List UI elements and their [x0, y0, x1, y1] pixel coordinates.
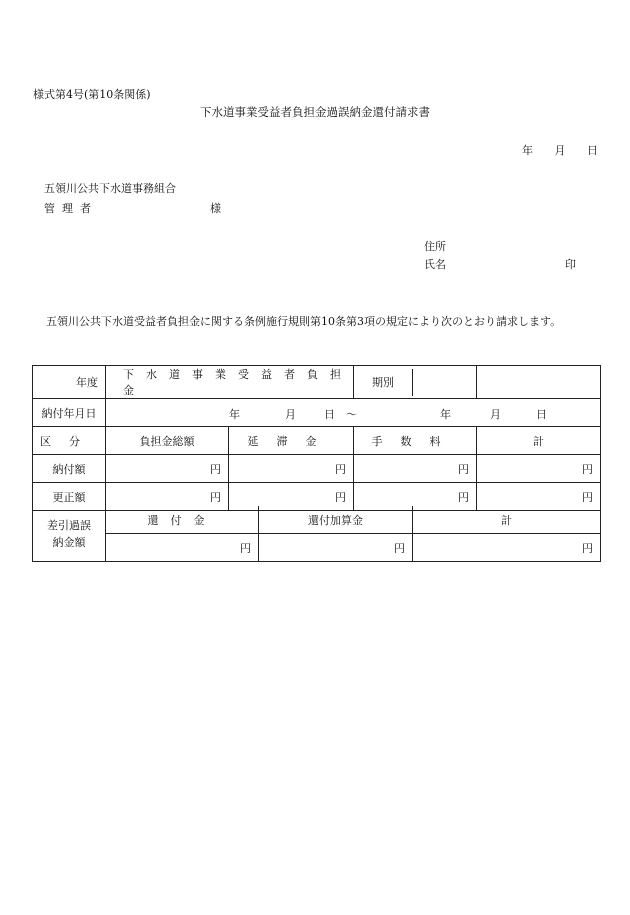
refund-table [32, 506, 601, 562]
seal-label: 印 [565, 258, 576, 271]
refund-addition-amount[interactable]: 円 [259, 534, 413, 562]
date-range-tilde: ～ [346, 408, 357, 421]
from-year: 年 [229, 408, 240, 421]
diff-label-line1: 差引過誤 [47, 518, 91, 532]
table-row [33, 366, 601, 399]
admin-label: 管理者 [44, 202, 98, 215]
col-refund: 還付金 [147, 513, 217, 527]
corrected-delinquency[interactable]: 円 [229, 483, 354, 511]
honorific: 様 [210, 202, 221, 215]
from-day: 日 [324, 408, 335, 421]
to-day: 日 [536, 408, 547, 421]
corrected-fee[interactable]: 円 [354, 483, 477, 511]
date-month-label: 月 [554, 144, 566, 157]
period-label: 期別 [354, 369, 413, 396]
payment-date-label: 納付年月日 [33, 399, 106, 427]
name-label: 氏名 [424, 258, 446, 271]
table-row [33, 427, 601, 455]
table-row [33, 399, 601, 427]
to-year: 年 [440, 408, 451, 421]
col-refund-sum: 計 [413, 506, 601, 534]
diff-label [33, 506, 106, 562]
paid-delinquency[interactable]: 円 [229, 455, 354, 483]
period-value-ext[interactable] [477, 366, 601, 399]
year-label: 年度 [33, 366, 106, 399]
corrected-total-charge[interactable]: 円 [106, 483, 229, 511]
date-year-label: 年 [522, 144, 533, 157]
payment-date-range[interactable] [106, 399, 601, 427]
to-month: 月 [490, 408, 501, 421]
recipient-organization: 五領川公共下水道事務組合 [44, 182, 176, 195]
col-fee: 手数料 [371, 434, 459, 448]
paid-total-charge[interactable]: 円 [106, 455, 229, 483]
col-refund-addition: 還付加算金 [259, 506, 413, 534]
paid-fee[interactable]: 円 [354, 455, 477, 483]
row-paid-label: 納付額 [33, 455, 106, 483]
charge-table [32, 365, 601, 511]
charge-name: 下水道事業受益者負担金 [123, 368, 353, 397]
col-total-charge: 負担金総額 [106, 427, 229, 455]
table-row [33, 506, 601, 534]
row-corrected-label: 更正額 [33, 483, 106, 511]
table-row [33, 455, 601, 483]
refund-sum-amount[interactable]: 円 [413, 534, 601, 562]
diff-label-line2: 納金額 [52, 535, 86, 549]
date-line [504, 142, 598, 158]
refund-amount[interactable]: 円 [106, 534, 259, 562]
address-label: 住所 [424, 240, 446, 253]
form-number: 様式第4号(第10条関係) [33, 88, 151, 101]
col-sum: 計 [477, 427, 601, 455]
table-row [33, 534, 601, 562]
paid-sum[interactable]: 円 [477, 455, 601, 483]
period-value-cell[interactable] [413, 369, 476, 396]
from-month: 月 [285, 408, 296, 421]
date-day-label: 日 [587, 144, 598, 157]
recipient-admin [44, 200, 221, 216]
col-delinquency: 延滞金 [247, 434, 335, 448]
category-label: 区分 [40, 434, 98, 448]
body-text: 五領川公共下水道受益者負担金に関する条例施行規則第10条第3項の規定により次のとおり請求します。 [46, 315, 562, 328]
document-title: 下水道事業受益者負担金過誤納金還付請求書 [200, 105, 430, 119]
corrected-sum[interactable]: 円 [477, 483, 601, 511]
